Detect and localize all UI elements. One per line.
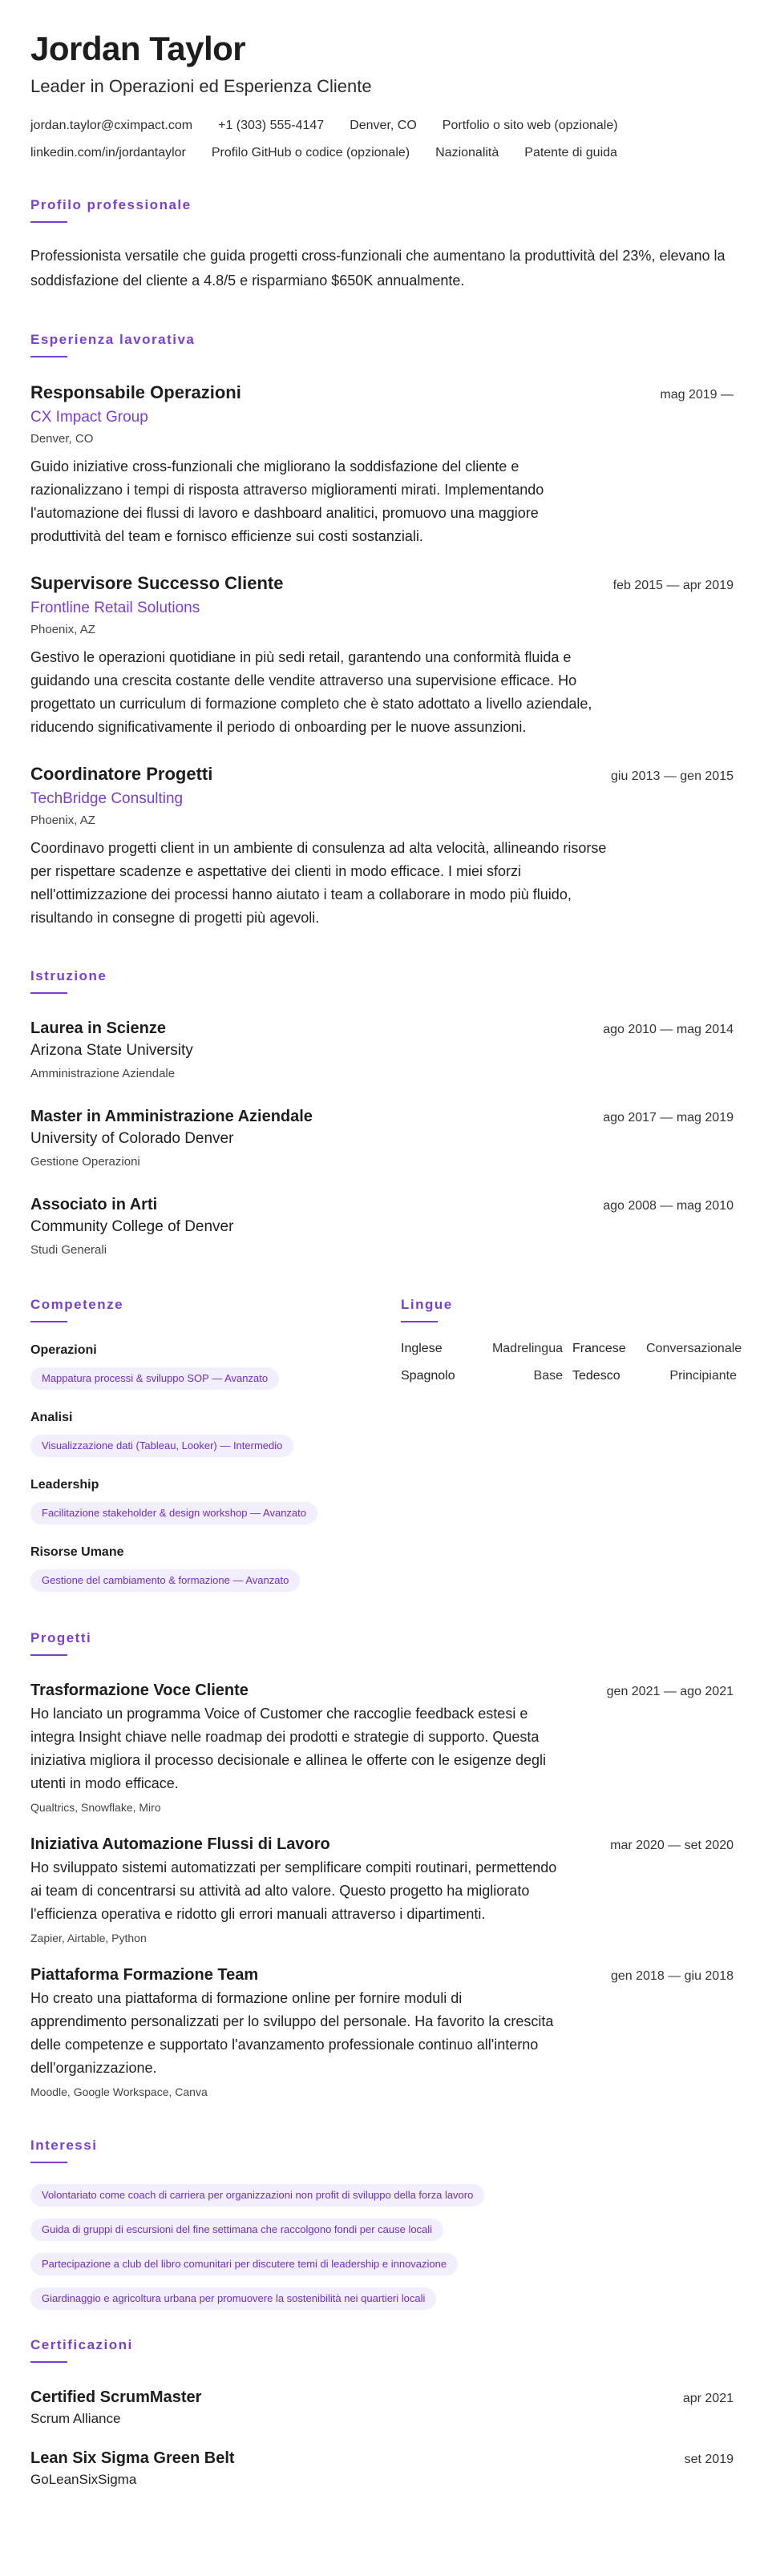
language-level: Madrelingua xyxy=(491,1342,563,1355)
language-level: Base xyxy=(533,1369,563,1383)
job-location: Phoenix, AZ xyxy=(30,814,95,827)
section-title: Esperienza lavorativa xyxy=(30,332,196,347)
project-dates: gen 2018 — giu 2018 xyxy=(610,1969,734,1983)
job-title: Supervisore Successo Cliente xyxy=(30,573,284,593)
education-dates: ago 2010 — mag 2014 xyxy=(603,1023,734,1036)
section-divider xyxy=(30,1321,67,1322)
section-title: Competenze xyxy=(30,1297,124,1312)
education-entry xyxy=(30,1106,734,1170)
language-level: Principiante xyxy=(669,1369,737,1383)
contact-phone: +1 (303) 555-4147 xyxy=(218,119,325,132)
skill-category: Analisi xyxy=(30,1411,73,1424)
project-dates: mar 2020 — set 2020 xyxy=(610,1839,734,1852)
job-title: Responsabile Operazioni xyxy=(30,382,241,402)
school: Community College of Denver xyxy=(30,1218,234,1235)
skill-chip: Gestione del cambiamento & formazione — Avanzato xyxy=(30,1569,300,1592)
certification-entry xyxy=(30,2448,734,2489)
skill-category: Risorse Umane xyxy=(30,1545,124,1559)
education-entry xyxy=(30,1194,734,1258)
section-divider xyxy=(30,2361,67,2363)
language-name: Tedesco xyxy=(572,1369,620,1383)
language-name: Francese xyxy=(572,1342,626,1355)
skill-category: Leadership xyxy=(30,1478,99,1492)
interest-list xyxy=(30,2184,734,2310)
contact-location: Denver, CO xyxy=(350,119,417,132)
language-name: Spagnolo xyxy=(401,1369,455,1383)
contact-license: Patente di guida xyxy=(524,146,617,159)
skill-group xyxy=(30,1544,390,1592)
degree: Associato in Arti xyxy=(30,1196,158,1213)
field-of-study: Studi Generali xyxy=(30,1243,107,1257)
certification-date: apr 2021 xyxy=(682,2392,734,2405)
project-title: Trasformazione Voce Cliente xyxy=(30,1682,249,1699)
job-entry xyxy=(30,382,734,548)
job-entry xyxy=(30,763,734,930)
interest-chip: Giardinaggio e agricoltura urbana per promuovere la sostenibilità nei quartieri locali xyxy=(30,2287,436,2310)
job-entry xyxy=(30,572,734,739)
skill-chip: Visualizzazione dati (Tableau, Looker) — Intermedio xyxy=(30,1435,293,1457)
project-dates: gen 2021 — ago 2021 xyxy=(606,1685,734,1698)
interest-chip: Guida di gruppi di escursioni del fine settimana che raccolgono fondi per cause locali xyxy=(30,2219,443,2241)
certifications-section xyxy=(30,2337,734,2489)
contact-list xyxy=(30,117,672,162)
job-company: Frontline Retail Solutions xyxy=(30,600,200,616)
project-title: Piattaforma Formazione Team xyxy=(30,1966,259,1984)
interest-chip: Volontariato come coach di carriera per organizzazioni non profit di sviluppo della forza lavoro xyxy=(30,2184,484,2207)
job-dates: feb 2015 — apr 2019 xyxy=(612,579,734,592)
skill-group xyxy=(30,1476,390,1524)
skill-chip: Mappatura processi & sviluppo SOP — Avanzato xyxy=(30,1367,279,1390)
contact-nationality: Nazionalità xyxy=(435,146,499,159)
job-description: Coordinavo progetti client in un ambiente di consulenza ad alta velocità, allineando risorse per rispettare scadenze e aspettative dei clienti in modo efficace. I miei sforzi nell'ottimizzazione dei processi hanno aiutato i team a collaborare in modo più fluido, risultando in consegne di progetti più agevoli. xyxy=(30,840,607,926)
section-title: Profilo professionale xyxy=(30,197,192,212)
language-level: Conversazionale xyxy=(646,1342,742,1355)
skill-group xyxy=(30,1409,390,1457)
language-grid xyxy=(401,1342,742,1383)
job-description: Gestivo le operazioni quotidiane in più sedi retail, garantendo una conformità fluida e guidando una crescita costante delle vendite attraverso una supervisione efficace. Ho progettato un curriculum di formazione completo che è stato adottato a livello aziendale, riducendo significativamente il periodo di onboarding per le nuove assunzioni. xyxy=(30,649,592,735)
degree: Laurea in Scienze xyxy=(30,1019,166,1037)
job-dates: mag 2019 — xyxy=(660,388,734,402)
field-of-study: Gestione Operazioni xyxy=(30,1155,140,1169)
candidate-title: Leader in Operazioni ed Esperienza Cliente xyxy=(30,76,372,96)
certification-title: Lean Six Sigma Green Belt xyxy=(30,2449,235,2467)
section-title: Lingue xyxy=(401,1297,453,1312)
language-name: Inglese xyxy=(401,1342,443,1355)
contact-portfolio: Portfolio o sito web (opzionale) xyxy=(442,119,618,132)
job-location: Phoenix, AZ xyxy=(30,623,95,636)
section-title: Interessi xyxy=(30,2138,98,2153)
section-title: Certificazioni xyxy=(30,2337,133,2352)
project-description: Ho creato una piattaforma di formazione online per fornire moduli di apprendimento personalizzati per lo sviluppo del personale. Ha favorito la crescita delle competenze e supportato l'avanzamento professionale continuo all'interno dell'organizzazione. xyxy=(30,1990,554,2076)
job-company: TechBridge Consulting xyxy=(30,790,184,807)
school: University of Colorado Denver xyxy=(30,1130,234,1147)
contact-github: Profilo GitHub o codice (opzionale) xyxy=(211,146,410,159)
skill-chip: Facilitazione stakeholder & design workshop — Avanzato xyxy=(30,1502,317,1524)
job-dates: giu 2013 — gen 2015 xyxy=(610,769,734,783)
contact-email[interactable]: jordan.taylor@cximpact.com xyxy=(30,119,193,132)
project-tech: Qualtrics, Snowflake, Miro xyxy=(30,1801,161,1814)
section-divider xyxy=(30,2162,67,2163)
education-entry xyxy=(30,1018,734,1082)
project-entry xyxy=(30,1680,734,1815)
skills-section xyxy=(30,1297,390,1592)
candidate-name: Jordan Taylor xyxy=(30,30,246,67)
field-of-study: Amministrazione Aziendale xyxy=(30,1067,176,1080)
languages-section xyxy=(401,1297,742,1592)
certification-issuer: Scrum Alliance xyxy=(30,2411,121,2426)
section-divider xyxy=(30,1654,67,1656)
job-title: Coordinatore Progetti xyxy=(30,764,213,784)
job-location: Denver, CO xyxy=(30,432,94,446)
project-description: Ho sviluppato sistemi automatizzati per semplificare compiti routinari, permettendo ai team di concentrarsi su attività ad alto valore. Questo progetto ha migliorato l'efficienza operativa e ridotto gli errori manuali attraverso i dipartimenti. xyxy=(30,1859,557,1922)
experience-section xyxy=(30,332,734,930)
section-divider xyxy=(30,221,67,223)
project-title: Iniziativa Automazione Flussi di Lavoro xyxy=(30,1835,330,1853)
interests-section xyxy=(30,2138,734,2310)
job-company: CX Impact Group xyxy=(30,409,148,426)
project-tech: Moodle, Google Workspace, Canva xyxy=(30,2085,208,2098)
certification-date: set 2019 xyxy=(684,2453,734,2466)
degree: Master in Amministrazione Aziendale xyxy=(30,1108,313,1125)
project-entry xyxy=(30,1834,734,1945)
school: Arizona State University xyxy=(30,1042,193,1059)
education-dates: ago 2017 — mag 2019 xyxy=(603,1111,734,1124)
contact-linkedin[interactable]: linkedin.com/in/jordantaylor xyxy=(30,146,186,159)
section-divider xyxy=(401,1321,438,1322)
project-tech: Zapier, Airtable, Python xyxy=(30,1932,147,1944)
job-description: Guido iniziative cross-funzionali che migliorano la soddisfazione del cliente e razionalizzano i tempi di risposta attraverso miglioramenti mirati. Implementando l'automazione dei flussi di lavoro e dashboard analitici, promuovo una maggiore produttività del team e fornisco efficienze sui costi sostanziali. xyxy=(30,458,544,544)
certification-issuer: GoLeanSixSigma xyxy=(30,2472,137,2487)
education-section xyxy=(30,968,734,1258)
summary-section xyxy=(30,197,734,293)
certification-title: Certified ScrumMaster xyxy=(30,2388,202,2406)
interest-chip: Partecipazione a club del libro comunitari per discutere temi di leadership e innovazione xyxy=(30,2253,458,2275)
skill-group xyxy=(30,1342,390,1390)
project-description: Ho lanciato un programma Voice of Customer che raccoglie feedback estesi e integra Insight chiave nelle roadmap dei prodotti e strategie di supporto. Questa iniziativa migliora il processo decisionale e allinea le offerte con le esigenze degli utenti in modo efficace. xyxy=(30,1706,547,1791)
section-title: Progetti xyxy=(30,1630,92,1645)
section-divider xyxy=(30,992,67,994)
education-dates: ago 2008 — mag 2010 xyxy=(603,1199,734,1213)
section-divider xyxy=(30,356,67,357)
projects-section xyxy=(30,1630,734,2099)
certification-entry xyxy=(30,2387,734,2429)
skills-languages-row xyxy=(30,1297,742,1592)
section-title: Istruzione xyxy=(30,968,107,983)
summary-text: Professionista versatile che guida progetti cross-funzionali che aumentano la produttività del 23%, elevano la soddisfazione del cliente a 4.8/5 e risparmiano $650K annualmente. xyxy=(30,248,726,289)
project-entry xyxy=(30,1964,734,2099)
skill-category: Operazioni xyxy=(30,1343,97,1357)
